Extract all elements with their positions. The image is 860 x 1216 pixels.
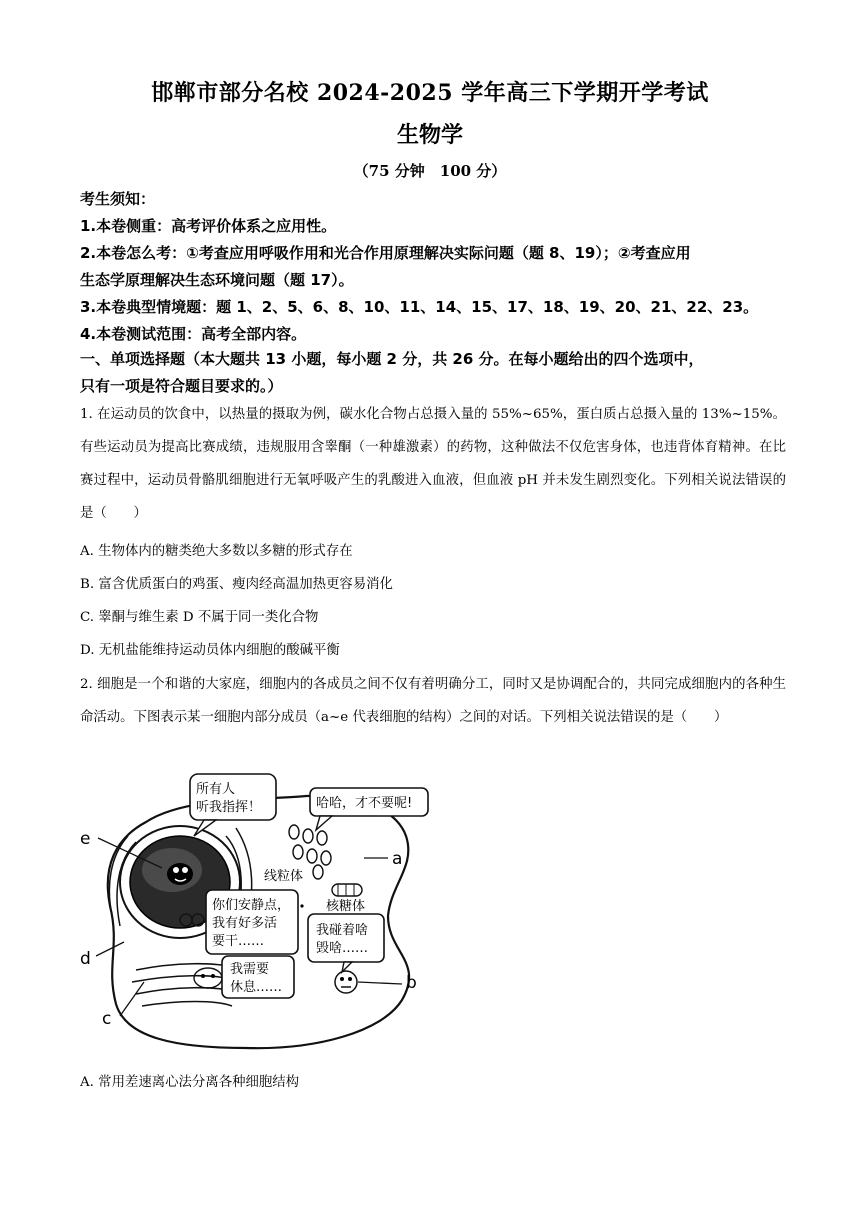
lysosome: [335, 971, 357, 993]
label-mitochondria: 线粒体: [264, 869, 304, 884]
label-a: a: [392, 849, 403, 869]
speech-bubble-golgi: [222, 956, 294, 998]
section-heading: [80, 346, 792, 400]
bubble-text: 听我指挥！: [196, 800, 262, 815]
section-line: 一、单项选择题（本大题共 13 小题，每小题 2 分，共 26 分。在每小题给出的四个选项中，: [80, 350, 704, 368]
candidate-notes: [80, 186, 792, 348]
exam-title: 邯郸市部分名校 2024-2025 学年高三下学期开学考试: [151, 80, 709, 106]
subject-title: 生物学: [396, 122, 463, 148]
notes-heading: 考生须知：: [80, 190, 156, 208]
bubble-text: 哈哈，才不要呢!: [316, 796, 413, 811]
question-1-option-c: C. 睾酮与维生素 D 不属于同一类化合物: [80, 610, 319, 625]
bubble-text: 你们安静点，: [212, 898, 291, 913]
bubble-text: 我碰着啥: [316, 923, 369, 938]
question-2-option-a: A. 常用差速离心法分离各种细胞结构: [80, 1075, 300, 1090]
label-c: c: [102, 1009, 112, 1029]
exam-timing: （75 分钟 100 分）: [353, 162, 507, 180]
question-1-option-d: D. 无机盐能维持运动员体内细胞的酸碱平衡: [80, 643, 340, 658]
question-1-option-a: A. 生物体内的糖类绝大多数以多糖的形式存在: [80, 544, 353, 559]
notes-item: 生态学原理解决生态环境问题（题 17）。: [80, 271, 354, 289]
speech-bubble-lysosome: [308, 914, 384, 972]
label-d: d: [80, 949, 91, 969]
notes-item: 1.本卷侧重：高考评价体系之应用性。: [80, 217, 337, 235]
question-2-stem: 2. 细胞是一个和谐的大家庭，细胞内的各成员之间不仅有着明确分工，同时又是协调配合的，共同完成细胞内的各种生命活动。下图表示某一细胞内部分成员（a~e 代表细胞的结构）之间的对话。下列相关说法错误的是（ ）: [80, 677, 786, 725]
notes-item: 3.本卷典型情境题：题 1、2、5、6、8、10、11、14、15、17、18、19、20、21、22、23。: [80, 298, 759, 316]
notes-item: 4.本卷测试范围：高考全部内容。: [80, 325, 307, 343]
question-1-stem: 1. 在运动员的饮食中，以热量的摄取为例，碳水化合物占总摄入量的 55%~65%，蛋白质占总摄入量的 13%~15%。有些运动员为提高比赛成绩，违规服用含睾酮（一种雄激素）的药物，这种做法不仅危害身体，也违背体育精神。在比赛过程中，运动员骨骼肌细胞进行无氧呼吸产生的乳酸进入血液，但血液 pH 并未发生剧烈变化。下列相关说法错误的是（ ）: [80, 407, 786, 521]
cell-dialogue-figure: [76, 766, 436, 1056]
bubble-text: 我有好多活: [212, 916, 278, 931]
notes-item: 2.本卷怎么考：①考查应用呼吸作用和光合作用原理解决实际问题（题 8、19）；②考查应用: [80, 244, 691, 262]
bubble-text: 毁啥……: [316, 941, 369, 956]
question-1-option-b: B. 富含优质蛋白的鸡蛋、瘦肉经高温加热更容易消化: [80, 577, 393, 592]
bubble-text: 休息……: [230, 980, 283, 995]
bubble-text: 我需要: [230, 962, 270, 977]
label-e: e: [80, 829, 91, 849]
mitochondrion: [332, 884, 362, 896]
label-ribosome: 核糖体: [326, 899, 366, 914]
speech-bubble-mitochondria: [310, 788, 428, 830]
speech-bubble-er: [206, 890, 298, 954]
label-b: b: [406, 973, 417, 993]
bubble-text: 所有人: [196, 782, 236, 797]
bubble-text: 要干……: [212, 934, 265, 949]
speech-bubble-nucleus: [190, 774, 276, 836]
golgi-apparatus: [132, 964, 236, 1006]
section-line: 只有一项是符合题目要求的。）: [80, 377, 283, 395]
